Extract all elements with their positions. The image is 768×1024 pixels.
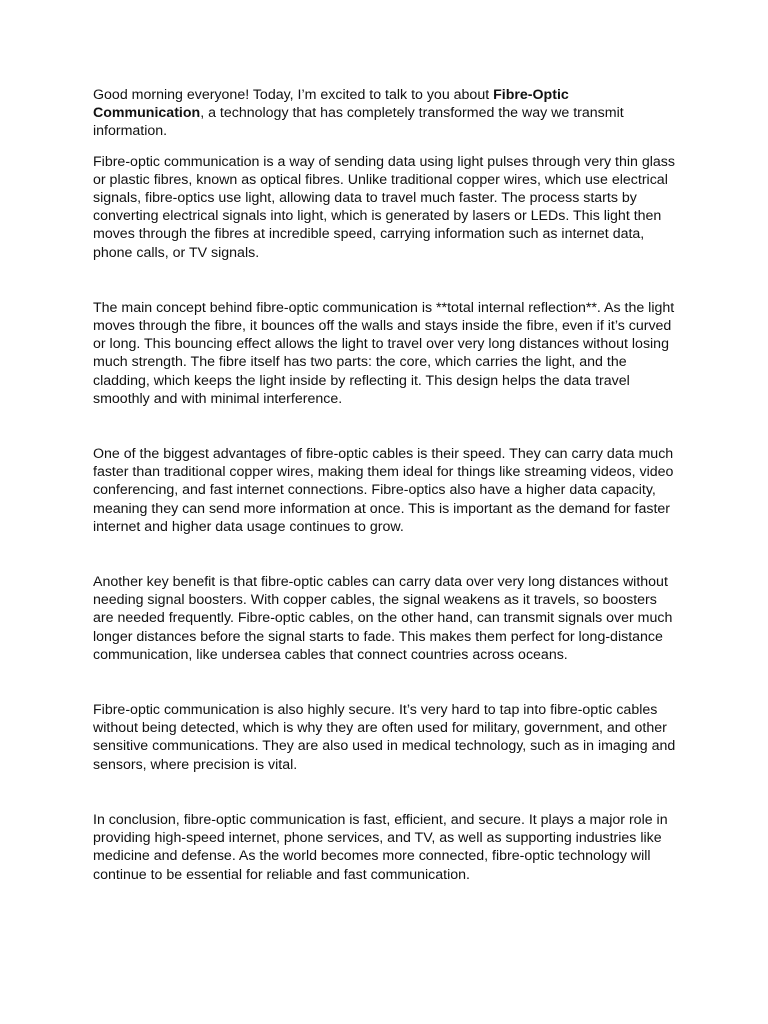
document-body (93, 86, 678, 884)
paragraph-definition: Fibre-optic communication is a way of sending data using light pulses through very thin glass or plastic fibres, known as optical fibres. Unlike traditional copper wires, which use electrical signals, fibre-optics use light, allowing data to travel much faster. The process starts by converting electrical signals into light, which is generated by lasers or LEDs. This light then moves through the fibres at incredible speed, carrying information such as internet data, phone calls, or TV signals. (93, 153, 675, 261)
paragraph-long-distance: Another key benefit is that fibre-optic cables can carry data over very long distances without needing signal boosters. With copper cables, the signal weakens as it travels, so boosters are needed frequently. Fibre-optic cables, on the other hand, can transmit signals over much longer distances before the signal starts to fade. This makes them perfect for long-distance communication, like undersea cables that connect countries across oceans. (93, 574, 673, 663)
intro-text-start: Good morning everyone! Today, I’m excited to talk to you about (93, 87, 494, 103)
paragraph-security: Fibre-optic communication is also highly secure. It’s very hard to tap into fibre-optic cables without being detected, which is why they are often used for military, government, and other sensitive communications. They are also used in medical technology, such as in imaging and sensors, where precision is vital. (93, 702, 676, 773)
paragraph-speed-advantages: One of the biggest advantages of fibre-optic cables is their speed. They can carry data much faster than traditional copper wires, making them ideal for things like streaming videos, video conferencing, and fast internet connections. Fibre-optics also have a higher data capacity, meaning they can send more information at once. This is important as the demand for faster internet and higher data usage continues to grow. (93, 446, 674, 535)
intro-paragraph (93, 86, 678, 141)
topic-bold-text: Fibre-Optic Communication (93, 87, 569, 122)
paragraph-conclusion: In conclusion, fibre-optic communication is fast, efficient, and secure. It plays a major role in providing high-speed internet, phone services, and TV, as well as supporting industries like medicine and defense. As the world becomes more connected, fibre-optic technology will continue to be essential for reliable and fast communication. (93, 811, 668, 883)
intro-text-end: , a technology that has completely transformed the way we transmit information. (93, 105, 624, 140)
paragraph-total-internal-reflection: The main concept behind fibre-optic communication is **total internal reflection**. As the light moves through the fibre, it bounces off the walls and stays inside the fibre, even if it’s curved or long. This bouncing effect allows the light to travel over very long distances without losing much strength. The fibre itself has two parts: the core, which carries the light, and the cladding, which keeps the light inside by reflecting it. This design helps the data travel smoothly and with minimal interference. (93, 299, 675, 407)
